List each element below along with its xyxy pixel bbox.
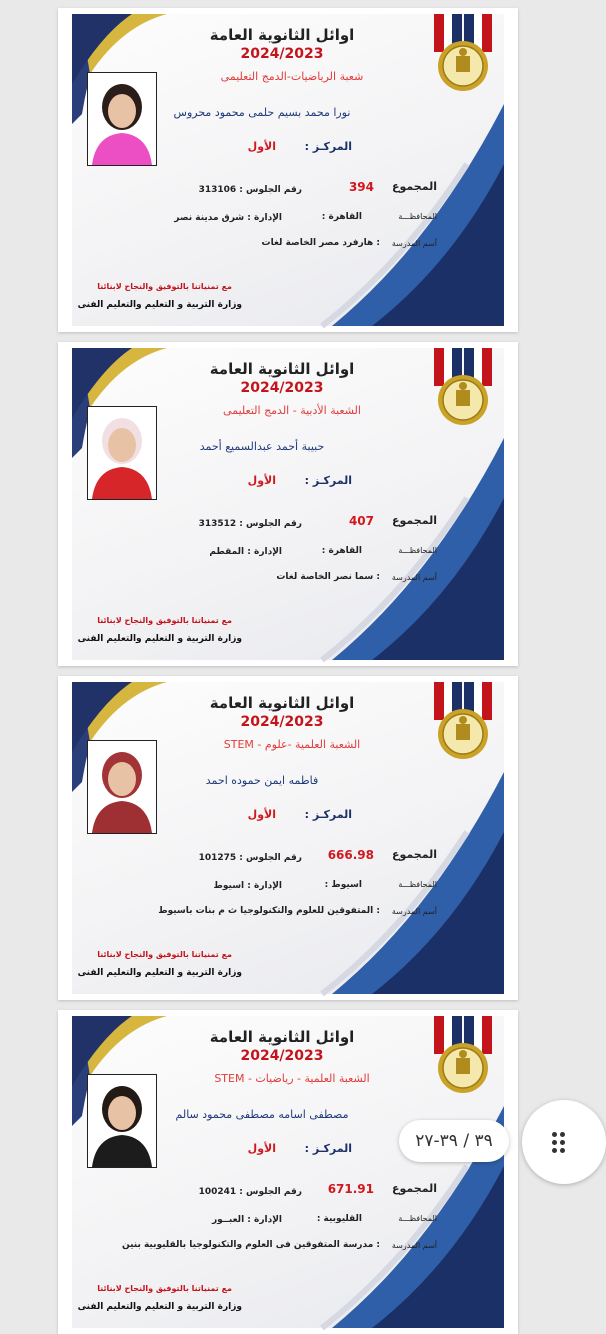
governorate-label: المحافظـــة bbox=[398, 880, 437, 889]
school-label: أسم المدرسة bbox=[391, 573, 437, 582]
administration: الإدارة : العبــور bbox=[211, 1215, 282, 1225]
seat-number: رقم الجلوس : 313106 bbox=[198, 185, 302, 195]
administration: الإدارة : اسيوط bbox=[213, 881, 282, 891]
branch-label: الشعبة العلمية - رياضيات - STEM bbox=[214, 1072, 370, 1085]
governorate-label: المحافظـــة bbox=[398, 546, 437, 555]
wishes-text: مع تمنياتنا بالتوفيق والنجاح لابنائنا bbox=[97, 950, 232, 959]
student-photo bbox=[87, 740, 157, 834]
student-name: فاطمه ايمن حموده احمد bbox=[205, 774, 319, 787]
document-page bbox=[58, 8, 518, 332]
seat-number: رقم الجلوس : 100241 bbox=[198, 1187, 302, 1197]
document-page bbox=[58, 1010, 518, 1334]
total-value: 407 bbox=[348, 514, 374, 528]
governorate-label: المحافظـــة bbox=[398, 1214, 437, 1223]
rank-label: المركـز : bbox=[304, 474, 352, 487]
certificate-title: اوائل الثانوية العامة bbox=[209, 1028, 355, 1046]
governorate-label: المحافظـــة bbox=[398, 212, 437, 221]
administration: الإدارة : المقطم bbox=[209, 547, 282, 557]
school-label: أسم المدرسة bbox=[391, 239, 437, 248]
certificate bbox=[72, 14, 504, 326]
governorate-value: : اسيوط bbox=[324, 880, 362, 890]
student-photo bbox=[87, 406, 157, 500]
rank-value: الأول bbox=[247, 1142, 276, 1155]
school-name: : مدرسة المتفوقين فى العلوم والتكنولوجيا بالقليوبية بنين bbox=[122, 1240, 380, 1250]
branch-label: شعبة الرياضيات-الدمج التعليمى bbox=[220, 70, 364, 83]
total-label: المجموع bbox=[392, 1182, 437, 1195]
school-name: : هارفرد مصر الخاصة لغات bbox=[261, 238, 380, 248]
seat-number: رقم الجلوس : 313512 bbox=[198, 519, 302, 529]
rank-value: الأول bbox=[247, 140, 276, 153]
rank-value: الأول bbox=[247, 808, 276, 821]
academic-year: 2024/2023 bbox=[240, 714, 324, 730]
total-label: المجموع bbox=[392, 180, 437, 193]
wishes-text: مع تمنياتنا بالتوفيق والنجاح لابنائنا bbox=[97, 282, 232, 291]
total-label: المجموع bbox=[392, 848, 437, 861]
certificate bbox=[72, 682, 504, 994]
branch-label: الشعبة الأدبية - الدمج التعليمى bbox=[223, 404, 361, 417]
total-value: 671.91 bbox=[327, 1182, 374, 1196]
total-label: المجموع bbox=[392, 514, 437, 527]
governorate-value: : القاهرة bbox=[321, 212, 362, 222]
page-indicator bbox=[399, 1120, 509, 1162]
seat-number: رقم الجلوس : 101275 bbox=[198, 853, 302, 863]
ministry-name: وزارة التربية و التعليم والتعليم الفنى bbox=[77, 300, 242, 310]
administration: الإدارة : شرق مدينة نصر bbox=[174, 213, 282, 223]
certificate bbox=[72, 348, 504, 660]
wishes-text: مع تمنياتنا بالتوفيق والنجاح لابنائنا bbox=[97, 1284, 232, 1293]
certificate-title: اوائل الثانوية العامة bbox=[209, 694, 355, 712]
page-indicator-text: ٣٩ / ٣٩-٢٧ bbox=[415, 1131, 493, 1151]
school-name: : سما نصر الخاصة لغات bbox=[276, 572, 380, 582]
school-name: : المتفوقين للعلوم والتكنولوجيا ث م بنات باسيوط bbox=[158, 906, 380, 916]
document-page bbox=[58, 342, 518, 666]
school-label: أسم المدرسة bbox=[391, 907, 437, 916]
governorate-value: : القليوبية bbox=[316, 1214, 362, 1224]
grid-view-button[interactable] bbox=[522, 1100, 606, 1184]
student-photo bbox=[87, 72, 157, 166]
student-photo bbox=[87, 1074, 157, 1168]
ministry-name: وزارة التربية و التعليم والتعليم الفنى bbox=[77, 968, 242, 978]
rank-value: الأول bbox=[247, 474, 276, 487]
certificate bbox=[72, 1016, 504, 1328]
total-value: 666.98 bbox=[327, 848, 374, 862]
branch-label: الشعبة العلمية -علوم - STEM bbox=[223, 738, 361, 751]
student-name: نورا محمد بسيم حلمى محمود محروس bbox=[173, 106, 351, 119]
certificate-title: اوائل الثانوية العامة bbox=[209, 360, 355, 378]
document-page bbox=[58, 676, 518, 1000]
student-name: مصطفى اسامه مصطفى محمود سالم bbox=[175, 1108, 349, 1121]
rank-label: المركـز : bbox=[304, 1142, 352, 1155]
certificate-title: اوائل الثانوية العامة bbox=[209, 26, 355, 44]
ministry-name: وزارة التربية و التعليم والتعليم الفنى bbox=[77, 634, 242, 644]
ministry-name: وزارة التربية و التعليم والتعليم الفنى bbox=[77, 1302, 242, 1312]
academic-year: 2024/2023 bbox=[240, 1048, 324, 1064]
student-name: حبيبة أحمد عبدالسميع أحمد bbox=[199, 440, 325, 453]
school-label: أسم المدرسة bbox=[391, 1241, 437, 1250]
academic-year: 2024/2023 bbox=[240, 46, 324, 62]
rank-label: المركـز : bbox=[304, 140, 352, 153]
rank-label: المركـز : bbox=[304, 808, 352, 821]
governorate-value: : القاهرة bbox=[321, 546, 362, 556]
academic-year: 2024/2023 bbox=[240, 380, 324, 396]
wishes-text: مع تمنياتنا بالتوفيق والنجاح لابنائنا bbox=[97, 616, 232, 625]
total-value: 394 bbox=[348, 180, 374, 194]
